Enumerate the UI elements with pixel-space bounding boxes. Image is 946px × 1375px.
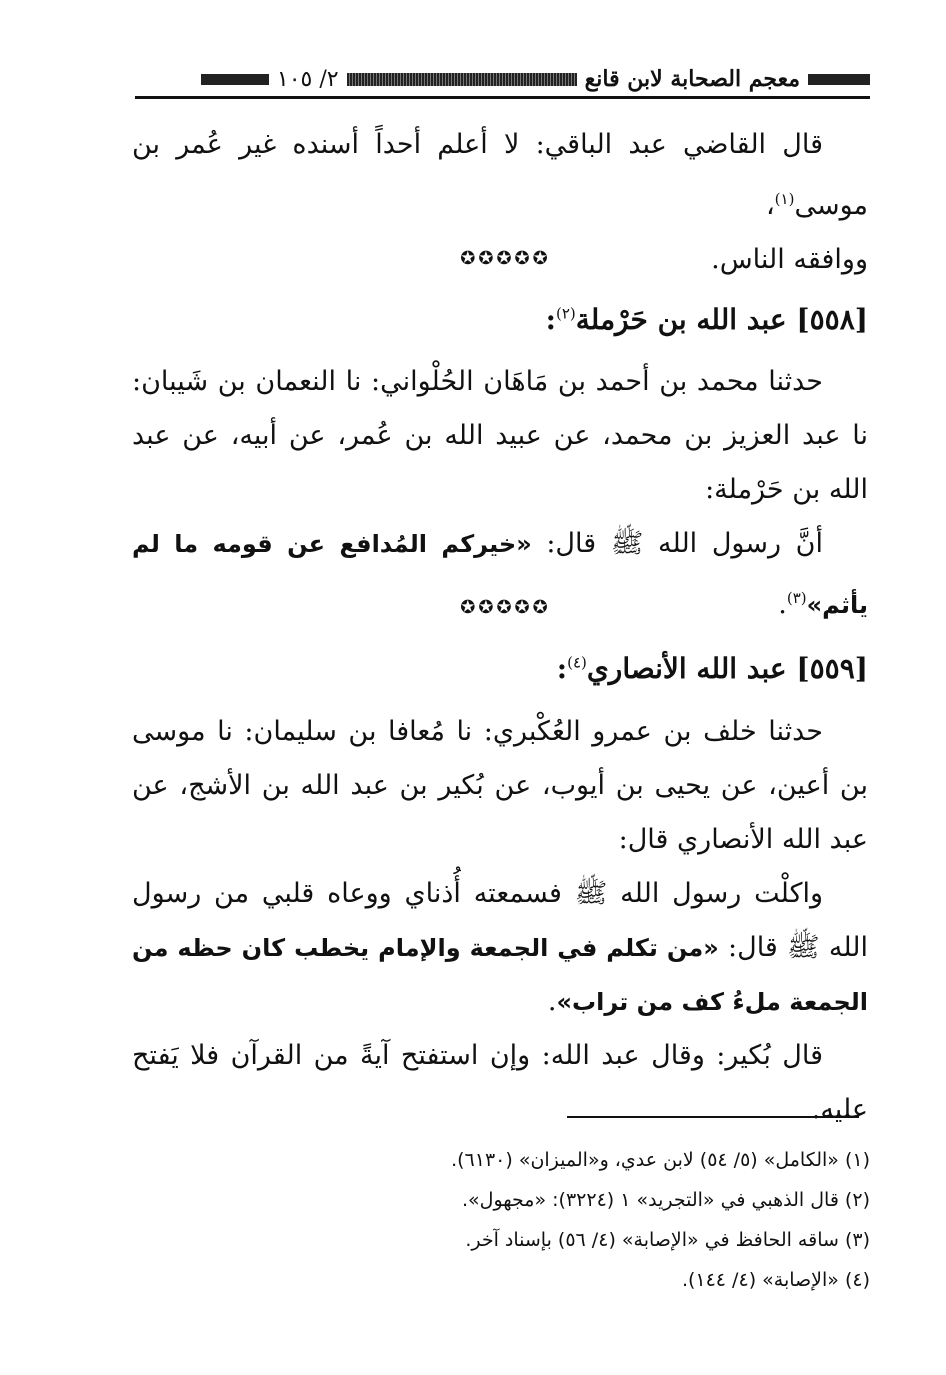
entry-559-title: [٥٥٩] عبد الله الأنصاري [586,652,868,685]
footnote-rule [567,1116,859,1118]
footnotes [330,1140,870,1300]
header-bar-right [808,74,870,85]
footnote-ref-4: (٤) [567,653,587,672]
entry-558-hadith-intro: أنَّ رسول الله ﷺ قال: [531,528,823,559]
entry-558-chain: حدثنا محمد بن أحمد بن مَاهَان الحُلْواني: نا النعمان بن شَيبان: نا عبد العزيز بن محمد، عن عبيد الله بن عُمر، عن أبيه، عن عبد الله بن حَرْملة: [132,366,868,505]
footnote-3: (٣) ساقه الحافظ في «الإصابة» (٤/ ٥٦) بإسناد آخر. [465,1229,870,1251]
entry-559-chain: حدثنا خلف بن عمرو العُكْبري: نا مُعافا بن سليمان: نا موسى بن أعين، عن يحيى بن أيوب، عن بُكير بن عبد الله بن الأشج، عن عبد الله الأنصاري قال: [132,716,868,855]
entry-559-hadith: «من تكلم في الجمعة والإمام يخطب كان حظه من الجمعة ملءُ كف من تراب» [132,934,868,1016]
entry-559-story-intro: واكلْت رسول الله ﷺ فسمعته أُذناي ووعاه قلبي من رسول الله ﷺ قال: [132,878,868,963]
separator-2: ✪✪✪✪✪ [460,597,551,618]
entry-559-colon: : [556,652,568,685]
header-page-number: ٢/ ١٠٥ [276,66,339,92]
footnote-ref-2: (٢) [556,304,576,323]
entry-559-note: قال بُكير: وقال عبد الله: وإن استفتح آيةً من القرآن فلا يَفتح عليه. [132,1040,868,1125]
footnote-4: (٤) «الإصابة» (٤/ ١٤٤). [681,1269,870,1291]
entry-558-colon: : [545,303,556,336]
footnote-1: (١) «الكامل» (٥/ ٥٤) لابن عدي، و«الميزان» (٦١٣٠). [451,1149,870,1171]
footnote-ref-1: (١) [774,190,795,208]
entry-558-hadith: «خيركم المُدافع عن قومه ما لم يأثم» [132,530,868,619]
para1-line1 [132,118,868,233]
entry-559-heading [557,652,868,685]
para1-text: قال القاضي عبد الباقي: لا أعلم أحداً أسنده غير عُمر بن موسى [132,129,868,221]
para1-line2: ووافقه الناس. [711,244,868,275]
para1-tail: ، [765,190,775,221]
entry-559-story [132,867,868,1029]
entry-558-end: . [778,589,787,620]
entry-558-title: [٥٥٨] عبد الله بن حَرْملة [575,303,868,336]
entry-559-end: . [547,986,557,1017]
entry-558-body [132,355,868,632]
header-title: معجم الصحابة لابن قانع [584,66,800,92]
running-header [135,62,870,99]
footnote-ref-3: (٣) [786,589,807,607]
entry-558-heading [546,303,868,336]
entry-559-body [132,705,868,1137]
header-bar-left [201,74,269,85]
footnote-2: (٢) قال الذهبي في «التجريد» ١ (٣٢٢٤): «مجهول». [461,1189,870,1211]
header-bar-middle [347,73,577,86]
separator-1: ✪✪✪✪✪ [460,248,551,269]
